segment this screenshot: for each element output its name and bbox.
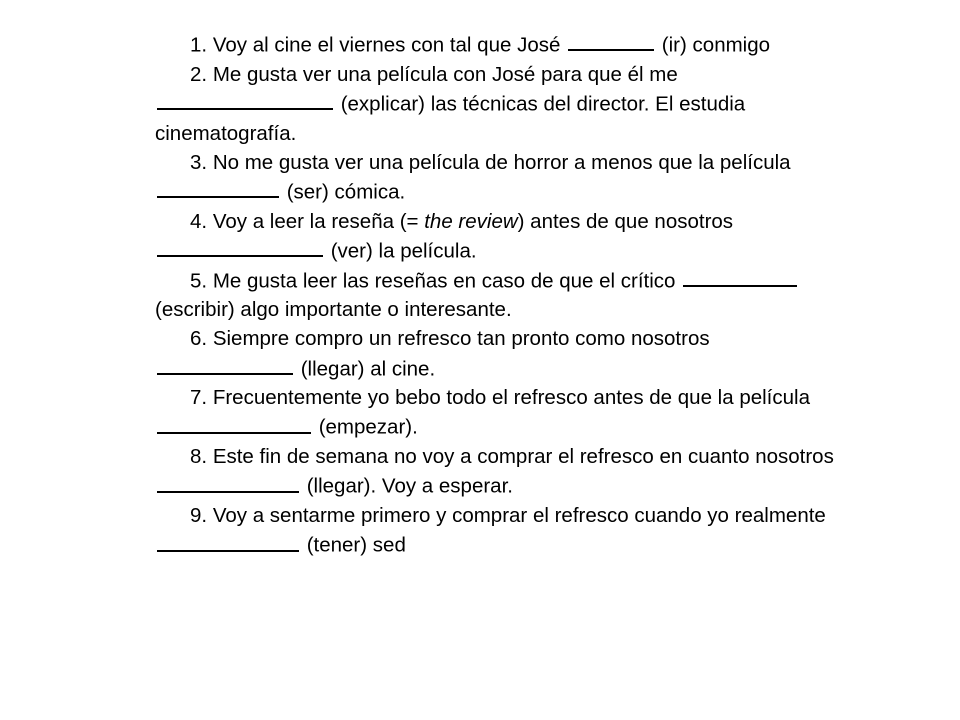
answer-blank xyxy=(157,89,333,110)
exercise-item-6 xyxy=(155,324,845,383)
verb-hint: (explicar) xyxy=(340,92,425,116)
answer-blank xyxy=(157,236,323,257)
verb-hint: (escribir) xyxy=(155,298,235,322)
item-text: No me gusta ver una película de horror a menos que la película xyxy=(212,150,791,174)
item-text-after: sed xyxy=(372,533,406,557)
item-text: Me gusta leer las reseñas en caso de que el crítico xyxy=(212,268,676,292)
verb-hint: (ser) xyxy=(286,180,329,204)
answer-blank xyxy=(157,177,279,198)
item-text-after: algo importante o interesante. xyxy=(240,298,512,322)
item-number: 4. xyxy=(190,209,208,233)
exercise-item-2 xyxy=(155,60,845,148)
item-number: 8. xyxy=(190,445,208,469)
exercise-item-9 xyxy=(155,501,845,560)
item-text-after: las técnicas del director. El estudia cinematografía. xyxy=(155,92,746,145)
verb-hint: (llegar). xyxy=(306,474,377,498)
item-text: Me gusta ver una película con José para que él me xyxy=(212,62,678,86)
answer-blank xyxy=(157,471,299,492)
item-text: Este fin de semana no voy a comprar el refresco en cuanto nosotros xyxy=(212,445,834,469)
item-text-after: cómica. xyxy=(334,180,406,204)
item-text: Voy al cine el viernes con tal que José xyxy=(212,33,561,57)
item-text: Frecuentemente yo bebo todo el refresco antes de que la película xyxy=(212,386,810,410)
exercise-item-7 xyxy=(155,383,845,442)
item-number: 5. xyxy=(190,268,208,292)
exercise-item-8 xyxy=(155,442,845,501)
verb-hint: (ver) xyxy=(330,239,373,263)
verb-hint: (ir) xyxy=(661,33,687,57)
item-number: 2. xyxy=(190,62,208,86)
item-number: 6. xyxy=(190,327,208,351)
exercise-item-5 xyxy=(155,266,845,325)
verb-hint: (tener) xyxy=(306,533,368,557)
item-text: Voy a leer la reseña (= xyxy=(212,209,419,233)
answer-blank xyxy=(157,530,299,551)
item-number: 1. xyxy=(190,33,208,57)
italic-gloss: the review xyxy=(424,209,518,233)
item-text-after: conmigo xyxy=(692,33,771,57)
verb-hint: (llegar) xyxy=(300,357,365,381)
item-number: 7. xyxy=(190,386,208,410)
item-text-after: la película. xyxy=(378,239,477,263)
item-number: 3. xyxy=(190,150,208,174)
answer-blank xyxy=(568,30,654,51)
answer-blank xyxy=(157,354,293,375)
answer-blank xyxy=(683,266,797,287)
item-text-after: Voy a esperar. xyxy=(381,474,513,498)
exercise-item-4 xyxy=(155,207,845,266)
exercise-item-1 xyxy=(155,30,845,60)
answer-blank xyxy=(157,412,311,433)
subjunctive-exercise xyxy=(155,30,845,560)
verb-hint: (empezar). xyxy=(318,415,418,439)
exercise-item-3 xyxy=(155,148,845,207)
item-text: Voy a sentarme primero y comprar el refresco cuando yo realmente xyxy=(212,504,826,527)
item-text: Siempre compro un refresco tan pronto como nosotros xyxy=(212,327,710,351)
item-text-after: al cine. xyxy=(370,357,436,381)
item-number: 9. xyxy=(190,504,208,527)
item-text-cont: ) antes de que nosotros xyxy=(517,209,734,233)
